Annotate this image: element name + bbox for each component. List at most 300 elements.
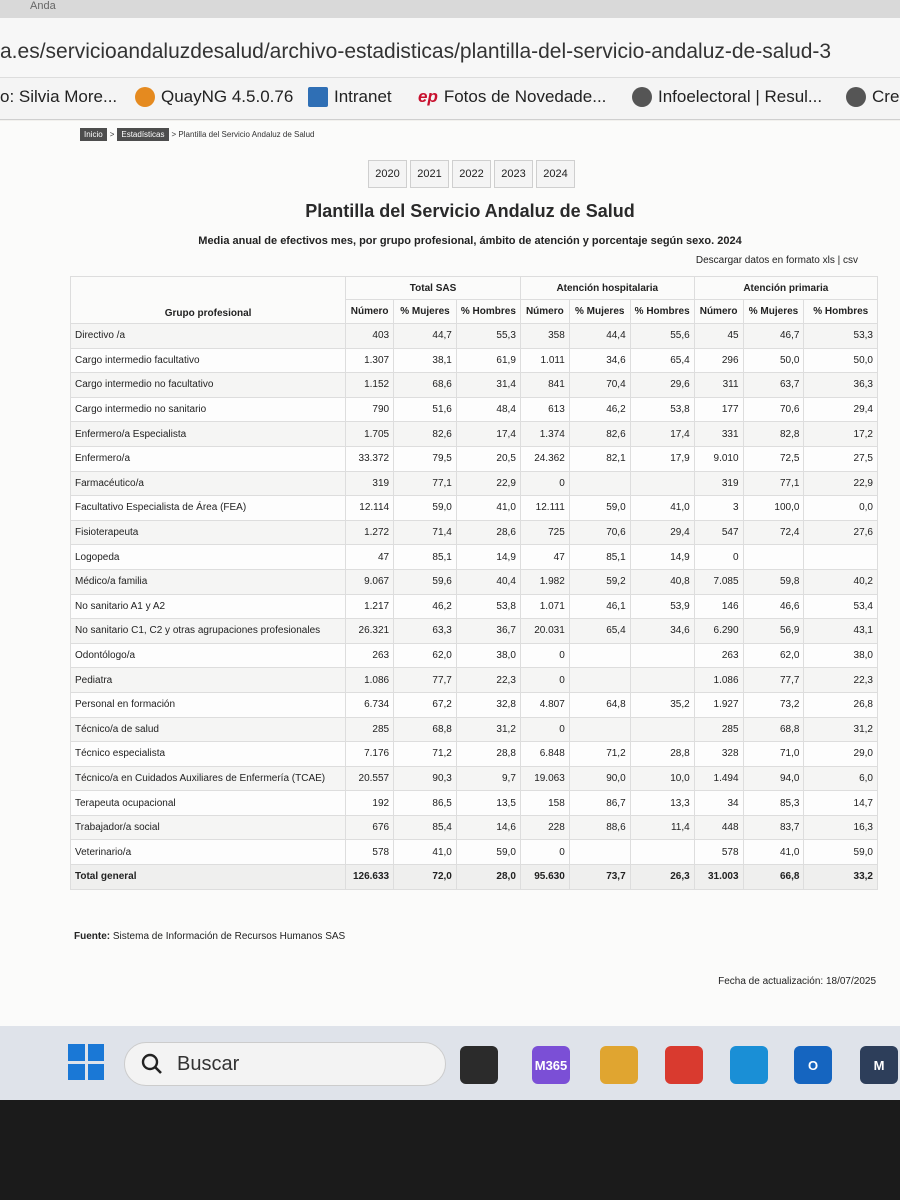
row-group-name: Técnico especialista [71,742,346,767]
table-cell: 41,0 [630,496,694,521]
section-total-sas: Total SAS [346,277,521,300]
year-2020-button[interactable]: 2020 [368,160,407,188]
table-cell: 70,6 [569,520,630,545]
page-content [0,121,900,1026]
breadcrumb-home[interactable]: Inicio [80,128,107,141]
table-cell [630,840,694,865]
table-cell: 3 [694,496,743,521]
table-cell: 46,1 [569,594,630,619]
subheader-cell: % Hombres [456,300,520,324]
table-row [71,766,878,791]
table-row [71,471,878,496]
table-cell: 547 [694,520,743,545]
breadcrumb [80,128,314,141]
table-cell: 358 [520,324,569,349]
table-cell: 62,0 [394,643,457,668]
table-cell: 59,8 [743,569,804,594]
table-cell: 1.927 [694,692,743,717]
table-cell: 44,4 [569,324,630,349]
table-cell: 90,0 [569,766,630,791]
table-cell: 68,8 [394,717,457,742]
stats-table [70,276,878,890]
subheader-cell: Número [346,300,394,324]
source-note [74,931,345,942]
bookmark-fotos[interactable] [418,87,606,107]
table-cell: 192 [346,791,394,816]
table-cell [569,840,630,865]
row-group-name: Odontólogo/a [71,643,346,668]
table-cell: 676 [346,815,394,840]
table-cell: 29,4 [630,520,694,545]
table-cell: 40,4 [456,569,520,594]
table-row [71,643,878,668]
table-row [71,397,878,422]
subheader-cell: % Hombres [630,300,694,324]
table-cell: 36,3 [804,373,878,398]
table-cell: 20,5 [456,446,520,471]
table-cell: 6.290 [694,619,743,644]
group-header: Grupo profesional [71,277,346,324]
table-row [71,348,878,373]
table-cell: 55,6 [630,324,694,349]
table-cell: 19.063 [520,766,569,791]
table-cell: 126.633 [346,865,394,890]
table-cell: 48,4 [456,397,520,422]
table-cell: 7.085 [694,569,743,594]
bookmark-infoelectoral[interactable] [632,87,822,107]
table-cell: 1.272 [346,520,394,545]
table-cell: 22,9 [456,471,520,496]
table-cell: 27,6 [804,520,878,545]
table-cell: 53,3 [804,324,878,349]
year-selector [368,160,575,188]
table-cell: 22,3 [456,668,520,693]
subheader-cell: Número [520,300,569,324]
table-cell: 14,9 [630,545,694,570]
table-cell: 448 [694,815,743,840]
table-cell: 46,2 [569,397,630,422]
table-cell: 0 [520,643,569,668]
table-cell [569,471,630,496]
table-cell: 71,0 [743,742,804,767]
quay-icon [135,87,155,107]
table-cell: 790 [346,397,394,422]
table-cell: 0,0 [804,496,878,521]
table-cell: 328 [694,742,743,767]
table-cell: 578 [346,840,394,865]
table-cell: 41,0 [456,496,520,521]
table-cell: 63,7 [743,373,804,398]
edge-icon[interactable] [730,1046,768,1084]
table-cell: 40,8 [630,569,694,594]
table-cell: 47 [520,545,569,570]
table-cell: 68,6 [394,373,457,398]
table-cell: 47 [346,545,394,570]
table-cell: 72,4 [743,520,804,545]
bookmark-0[interactable] [0,87,117,107]
windows-start-icon[interactable] [68,1044,104,1080]
bookmark-intranet[interactable] [308,87,392,107]
table-row [71,422,878,447]
table-cell: 1.982 [520,569,569,594]
subheader-cell: Número [694,300,743,324]
bookmark-fotos-label: Fotos de Novedade... [443,87,607,106]
table-cell [630,668,694,693]
table-cell: 32,8 [456,692,520,717]
table-cell: 296 [694,348,743,373]
table-row [71,496,878,521]
table-cell: 228 [520,815,569,840]
subheader-cell: % Mujeres [569,300,630,324]
table-cell: 85,1 [394,545,457,570]
table-row [71,692,878,717]
table-cell: 71,2 [394,742,457,767]
table-cell: 38,0 [804,643,878,668]
table-cell: 28,0 [456,865,520,890]
table-cell [743,545,804,570]
table-cell [630,643,694,668]
url-text[interactable]: a.es/servicioandaluzdesalud/archivo-estadisticas/plantilla-del-servicio-andaluz-de-salud-3 [0,40,832,63]
table-cell: 67,2 [394,692,457,717]
table-row [71,791,878,816]
m365-app-icon[interactable]: M365 [532,1046,570,1084]
table-cell: 17,4 [456,422,520,447]
tab-strip [0,0,900,18]
table-cell: 100,0 [743,496,804,521]
table-cell: 17,2 [804,422,878,447]
table-cell: 20.031 [520,619,569,644]
table-cell: 285 [346,717,394,742]
row-group-name: Médico/a familia [71,569,346,594]
table-cell: 62,0 [743,643,804,668]
row-group-name: Cargo intermedio facultativo [71,348,346,373]
table-row [71,324,878,349]
table-row [71,594,878,619]
year-2021-button[interactable]: 2021 [410,160,449,188]
table-cell: 63,3 [394,619,457,644]
table-cell: 29,4 [804,397,878,422]
taskbar-search[interactable] [124,1042,446,1086]
table-cell: 27,5 [804,446,878,471]
table-cell: 33,2 [804,865,878,890]
table-cell: 26.321 [346,619,394,644]
table-cell: 331 [694,422,743,447]
table-cell: 59,6 [394,569,457,594]
table-cell: 85,1 [569,545,630,570]
tab-hint[interactable]: Anda [30,0,56,12]
table-cell: 35,2 [630,692,694,717]
table-cell: 34,6 [630,619,694,644]
table-cell: 77,1 [743,471,804,496]
table-cell: 16,3 [804,815,878,840]
table-cell: 28,6 [456,520,520,545]
table-cell: 31,2 [804,717,878,742]
update-date: Fecha de actualización: 18/07/2025 [718,976,876,987]
table-cell: 1.152 [346,373,394,398]
row-group-name: Técnico/a de salud [71,717,346,742]
year-2024-button[interactable]: 2024 [536,160,575,188]
table-cell [569,717,630,742]
globe-icon [632,87,652,107]
table-row [71,446,878,471]
table-cell: 70,6 [743,397,804,422]
table-cell: 22,9 [804,471,878,496]
table-cell: 6.734 [346,692,394,717]
table-cell: 68,8 [743,717,804,742]
row-group-name: Enfermero/a [71,446,346,471]
outlook-icon[interactable]: O [794,1046,832,1084]
table-cell: 1.494 [694,766,743,791]
table-cell: 59,0 [569,496,630,521]
table-cell: 33.372 [346,446,394,471]
table-cell: 1.071 [520,594,569,619]
table-cell: 38,1 [394,348,457,373]
table-cell: 28,8 [630,742,694,767]
bookmarks-bar [0,78,900,120]
ep-icon: ep [418,87,438,106]
table-cell: 38,0 [456,643,520,668]
table-cell: 46,2 [394,594,457,619]
row-group-name: Cargo intermedio no facultativo [71,373,346,398]
globe-icon [846,87,866,107]
subheader-cell: % Mujeres [394,300,457,324]
row-group-name: Cargo intermedio no sanitario [71,397,346,422]
table-cell: 31,2 [456,717,520,742]
bookmark-0-label: o: Silvia More... [0,87,118,106]
table-cell: 1.217 [346,594,394,619]
table-cell: 72,5 [743,446,804,471]
table-cell: 26,3 [630,865,694,890]
row-group-name: Técnico/a en Cuidados Auxiliares de Enfermería (TCAE) [71,766,346,791]
breadcrumb-current: > Plantilla del Servicio Andaluz de Salud [171,130,315,139]
table-cell [569,643,630,668]
table-cell: 12.114 [346,496,394,521]
table-cell: 31.003 [694,865,743,890]
table-row [71,840,878,865]
table-cell: 34,6 [569,348,630,373]
table-cell: 83,7 [743,815,804,840]
table-cell: 53,8 [456,594,520,619]
table-cell: 578 [694,840,743,865]
table-cell: 14,7 [804,791,878,816]
bookmark-quayng[interactable] [135,87,293,107]
table-cell: 1.374 [520,422,569,447]
table-cell: 72,0 [394,865,457,890]
table-cell: 59,0 [394,496,457,521]
table-cell: 46,7 [743,324,804,349]
table-cell [804,545,878,570]
table-cell: 50,0 [743,348,804,373]
table-cell: 95.630 [520,865,569,890]
table-cell: 59,0 [804,840,878,865]
table-cell: 41,0 [394,840,457,865]
row-group-name: Facultativo Especialista de Área (FEA) [71,496,346,521]
table-cell: 29,6 [630,373,694,398]
table-cell: 53,9 [630,594,694,619]
table-cell: 73,7 [569,865,630,890]
row-group-name: Trabajador/a social [71,815,346,840]
table-cell: 26,8 [804,692,878,717]
laptop-bezel [0,1100,900,1200]
table-cell: 10,0 [630,766,694,791]
bookmark-cre-label: Cre [872,87,900,106]
table-row [71,373,878,398]
breadcrumb-section[interactable]: Estadísticas [117,128,168,141]
table-cell: 86,7 [569,791,630,816]
table-cell: 0 [520,717,569,742]
table-cell: 13,3 [630,791,694,816]
table-cell: 9,7 [456,766,520,791]
table-cell: 85,3 [743,791,804,816]
table-cell: 71,2 [569,742,630,767]
table-cell: 86,5 [394,791,457,816]
table-cell: 14,9 [456,545,520,570]
table-cell: 14,6 [456,815,520,840]
search-icon [141,1053,163,1075]
table-cell: 59,0 [456,840,520,865]
table-cell: 11,4 [630,815,694,840]
table-cell: 61,9 [456,348,520,373]
table-cell: 24.362 [520,446,569,471]
table-cell: 53,4 [804,594,878,619]
table-cell: 66,8 [743,865,804,890]
bookmark-quayng-label: QuayNG 4.5.0.76 [161,87,294,106]
table-cell: 88,6 [569,815,630,840]
table-cell: 841 [520,373,569,398]
table-subtitle: Media anual de efectivos mes, por grupo profesional, ámbito de atención y porcentaje según sexo. 2024 [198,235,742,247]
total-row [71,865,878,890]
year-2022-button[interactable]: 2022 [452,160,491,188]
table-cell: 90,3 [394,766,457,791]
row-group-name: Veterinario/a [71,840,346,865]
section-hospitalaria: Atención hospitalaria [520,277,694,300]
table-cell: 12.111 [520,496,569,521]
table-cell: 4.807 [520,692,569,717]
table-cell: 56,9 [743,619,804,644]
table-row [71,815,878,840]
bookmark-intranet-label: Intranet [334,87,392,106]
table-cell: 36,7 [456,619,520,644]
table-cell: 70,4 [569,373,630,398]
table-cell: 17,9 [630,446,694,471]
table-cell: 9.010 [694,446,743,471]
table-row [71,569,878,594]
table-row [71,520,878,545]
table-cell: 31,4 [456,373,520,398]
table-cell: 263 [694,643,743,668]
row-group-name: Enfermero/a Especialista [71,422,346,447]
table-cell: 1.086 [694,668,743,693]
chrome-icon[interactable] [665,1046,703,1084]
breadcrumb-separator: > [109,130,115,139]
bookmark-infoelectoral-label: Infoelectoral | Resul... [658,87,823,106]
table-cell: 17,4 [630,422,694,447]
row-group-name: Total general [71,865,346,890]
table-cell: 73,2 [743,692,804,717]
row-group-name: Pediatra [71,668,346,693]
table-cell: 158 [520,791,569,816]
section-primaria: Atención primaria [694,277,877,300]
page-title: Plantilla del Servicio Andaluz de Salud [305,201,635,221]
notes-app-icon[interactable] [460,1046,498,1084]
table-cell: 0 [694,545,743,570]
table-row [71,742,878,767]
table-cell: 0 [520,471,569,496]
table-cell: 51,6 [394,397,457,422]
table-cell: 28,8 [456,742,520,767]
table-cell: 50,0 [804,348,878,373]
table-cell: 77,1 [394,471,457,496]
table-cell: 285 [694,717,743,742]
search-label: Buscar [177,1052,240,1075]
table-cell: 82,6 [569,422,630,447]
table-row [71,545,878,570]
address-bar[interactable] [0,18,900,78]
table-cell: 79,5 [394,446,457,471]
table-cell: 1.705 [346,422,394,447]
stats-body [71,324,878,890]
row-group-name: No sanitario A1 y A2 [71,594,346,619]
table-cell: 403 [346,324,394,349]
row-group-name: Terapeuta ocupacional [71,791,346,816]
table-cell: 82,6 [394,422,457,447]
table-cell: 77,7 [394,668,457,693]
m-app-icon[interactable]: M [860,1046,898,1084]
table-cell [630,717,694,742]
table-cell: 43,1 [804,619,878,644]
table-cell: 64,8 [569,692,630,717]
file-explorer-icon[interactable] [600,1046,638,1084]
subheader-cell: % Mujeres [743,300,804,324]
table-cell: 82,8 [743,422,804,447]
row-group-name: Directivo /a [71,324,346,349]
table-cell: 6.848 [520,742,569,767]
row-group-name: Farmacéutico/a [71,471,346,496]
table-row [71,717,878,742]
source-label: Fuente: [74,931,111,942]
download-links[interactable]: Descargar datos en formato xls | csv [695,255,858,266]
source-text: Sistema de Información de Recursos Humanos SAS [110,931,346,942]
row-group-name: No sanitario C1, C2 y otras agrupaciones profesionales [71,619,346,644]
table-cell: 613 [520,397,569,422]
table-cell: 29,0 [804,742,878,767]
table-cell: 1.086 [346,668,394,693]
table-cell: 85,4 [394,815,457,840]
table-cell: 82,1 [569,446,630,471]
table-cell: 6,0 [804,766,878,791]
table-cell: 22,3 [804,668,878,693]
table-cell: 146 [694,594,743,619]
table-cell: 65,4 [569,619,630,644]
table-cell: 41,0 [743,840,804,865]
table-cell: 53,8 [630,397,694,422]
bookmark-cre[interactable] [846,87,899,107]
table-cell: 263 [346,643,394,668]
table-cell: 725 [520,520,569,545]
row-group-name: Logopeda [71,545,346,570]
intranet-icon [308,87,328,107]
table-cell: 319 [346,471,394,496]
table-cell: 77,7 [743,668,804,693]
table-cell [569,668,630,693]
year-2023-button[interactable]: 2023 [494,160,533,188]
table-cell: 55,3 [456,324,520,349]
table-cell: 20.557 [346,766,394,791]
table-cell: 13,5 [456,791,520,816]
table-cell: 45 [694,324,743,349]
table-cell: 319 [694,471,743,496]
table-cell: 1.011 [520,348,569,373]
